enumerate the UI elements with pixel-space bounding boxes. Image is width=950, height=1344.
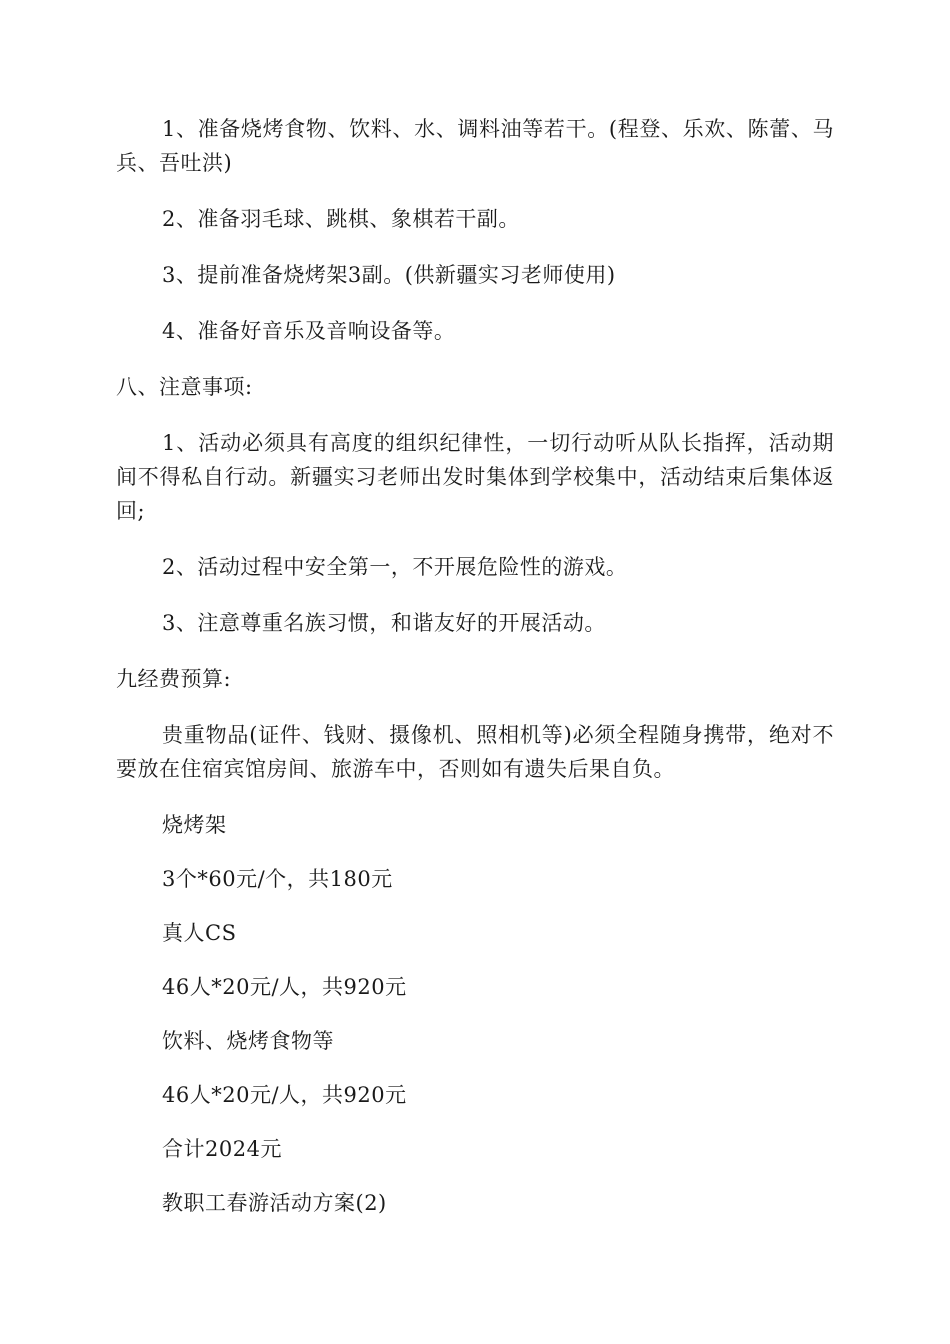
budget-line-1: 烧烤架 [162,813,227,837]
budget-line-5: 饮料、烧烤食物等 [162,1029,334,1053]
prep-item-1: 1、准备烧烤食物、饮料、水、调料油等若干。(程登、乐欢、陈蕾、马兵、吾吐洪) [116,117,834,175]
budget-total: 合计2024元 [162,1137,282,1161]
budget-intro: 贵重物品(证件、钱财、摄像机、照相机等)必须全程随身携带，绝对不要放在住宿宾馆房间、旅游车中，否则如有遗失后果自负。 [116,723,834,781]
prep-item-3: 3、提前准备烧烤架3副。(供新疆实习老师使用) [162,263,616,287]
budget-line-6: 46人*20元/人，共920元 [162,1083,407,1107]
document-page [116,112,834,1240]
prep-item-2: 2、准备羽毛球、跳棋、象棋若干副。 [162,207,520,231]
budget-line-2: 3个*60元/个，共180元 [162,867,393,891]
notes-item-3: 3、注意尊重名族习惯，和谐友好的开展活动。 [162,611,606,635]
notes-heading: 八、注意事项: [116,375,253,399]
notes-item-1: 1、活动必须具有高度的组织纪律性，一切行动听从队长指挥，活动期间不得私自行动。新疆实习老师出发时集体到学校集中，活动结束后集体返回; [116,431,834,523]
budget-line-3: 真人CS [162,921,237,945]
notes-item-2: 2、活动过程中安全第一，不开展危险性的游戏。 [162,555,628,579]
prep-item-4: 4、准备好音乐及音响设备等。 [162,319,456,343]
budget-heading: 九经费预算: [116,667,232,691]
budget-line-4: 46人*20元/人，共920元 [162,975,407,999]
next-section-title: 教职工春游活动方案(2) [162,1191,387,1215]
